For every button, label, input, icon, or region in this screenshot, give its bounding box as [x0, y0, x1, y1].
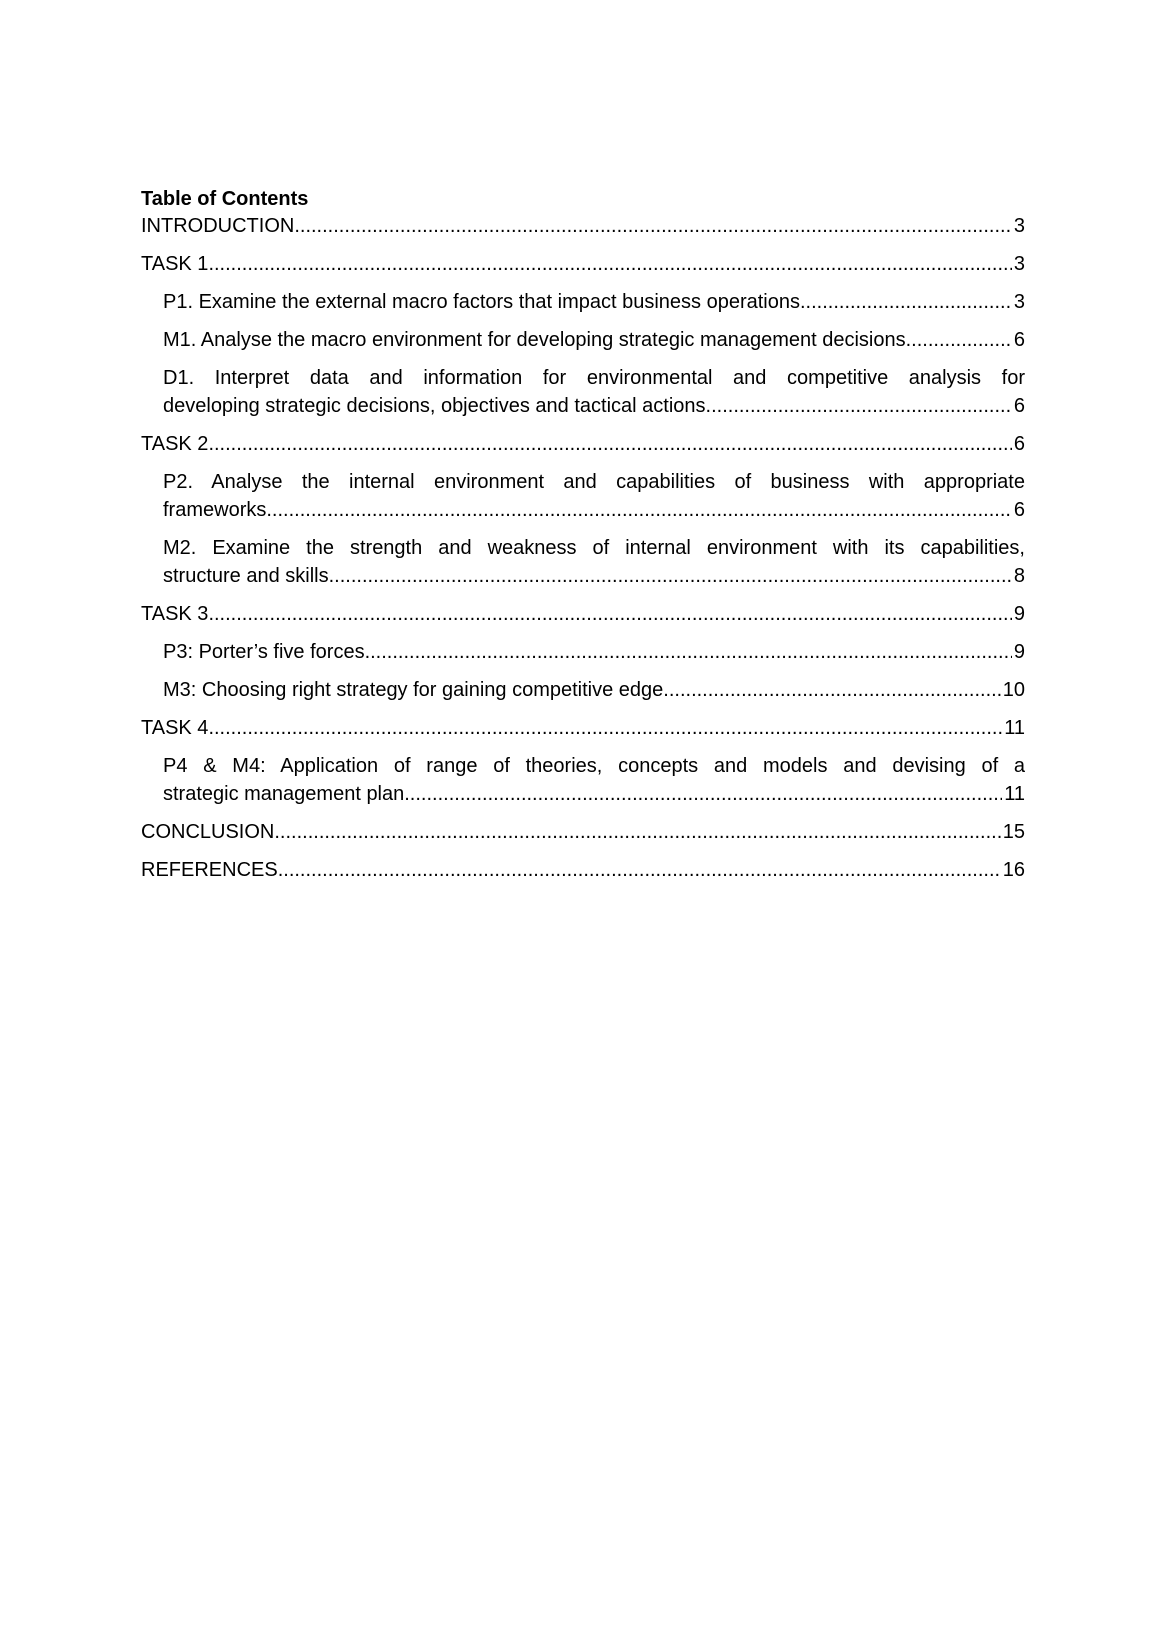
- toc-entry-label: structure and skills: [163, 565, 329, 587]
- toc-entry-line: [163, 392, 1025, 420]
- toc-entry-label: P3: Porter’s five forces: [163, 641, 365, 663]
- toc-entry-line: [163, 780, 1025, 808]
- dot-leader: [208, 430, 1011, 458]
- dot-leader: [278, 856, 1001, 884]
- toc-entry-page-number: 8: [1013, 565, 1025, 587]
- toc-entry-page-number: 6: [1013, 395, 1025, 417]
- toc-entry-line: [141, 714, 1025, 742]
- dot-leader: [208, 714, 1002, 742]
- dot-leader: [208, 600, 1011, 628]
- toc-entry-page-number: 15: [1002, 821, 1025, 843]
- toc-entry-line: [141, 212, 1025, 240]
- toc-entry-label: M1. Analyse the macro environment for developing strategic management decisions: [163, 329, 906, 351]
- toc-entry-line: [163, 562, 1025, 590]
- dot-leader: [329, 562, 1012, 590]
- toc-entry[interactable]: [141, 676, 1025, 704]
- dot-leader: [404, 780, 1002, 808]
- toc-entry-line: [141, 818, 1025, 846]
- dot-leader: [906, 326, 1012, 354]
- toc-entry-label-line1: M2. Examine the strength and weakness of internal environment with its capabilities,: [163, 537, 1025, 559]
- toc-entry-label: M3: Choosing right strategy for gaining competitive edge: [163, 679, 664, 701]
- dot-leader: [663, 676, 1000, 704]
- toc-title: Table of Contents: [141, 188, 309, 210]
- toc-entry-label: REFERENCES: [141, 859, 278, 881]
- toc-entry-page-number: 9: [1013, 603, 1025, 625]
- toc-entry-line: [141, 600, 1025, 628]
- toc-entry-label: frameworks: [163, 499, 267, 521]
- toc-entry[interactable]: [141, 534, 1025, 590]
- toc-entry[interactable]: [141, 714, 1025, 742]
- toc-entry-page-number: 16: [1002, 859, 1025, 881]
- toc-entry[interactable]: [141, 430, 1025, 458]
- toc-entry-line: [141, 430, 1025, 458]
- dot-leader: [266, 496, 1012, 524]
- toc-entry-line: [163, 326, 1025, 354]
- toc-entry-page-number: 10: [1002, 679, 1025, 701]
- toc-entry-line: [163, 496, 1025, 524]
- toc-entry-line: [163, 638, 1025, 666]
- toc-entry-label-line1: P4 & M4: Application of range of theories, concepts and models and devising of a: [163, 755, 1025, 777]
- dot-leader: [365, 638, 1012, 666]
- dot-leader: [274, 818, 1000, 846]
- toc-entry[interactable]: [141, 212, 1025, 240]
- toc-entry-label-line1: D1. Interpret data and information for environmental and competitive analysis for: [163, 367, 1025, 389]
- toc-list: [141, 212, 1025, 884]
- toc-entry-label: TASK 3: [141, 603, 209, 625]
- toc-entry-page-number: 3: [1013, 215, 1025, 237]
- toc-entry[interactable]: [141, 818, 1025, 846]
- toc-entry-page-number: 3: [1013, 253, 1025, 275]
- toc-entry-page-number: 9: [1013, 641, 1025, 663]
- toc-entry-label: P1. Examine the external macro factors that impact business operations: [163, 291, 800, 313]
- dot-leader: [208, 250, 1011, 278]
- toc-entry[interactable]: [141, 468, 1025, 524]
- dot-leader: [800, 288, 1012, 316]
- toc-entry-page-number: 11: [1004, 717, 1025, 739]
- toc-entry-line: [163, 288, 1025, 316]
- toc-entry[interactable]: [141, 364, 1025, 420]
- toc-entry-line: [141, 856, 1025, 884]
- toc-entry[interactable]: [141, 638, 1025, 666]
- toc-entry[interactable]: [141, 600, 1025, 628]
- dot-leader: [294, 212, 1012, 240]
- toc-entry[interactable]: [141, 856, 1025, 884]
- toc-entry-label-line1: P2. Analyse the internal environment and capabilities of business with appropriate: [163, 471, 1025, 493]
- toc-entry[interactable]: [141, 752, 1025, 808]
- toc-entry-label: developing strategic decisions, objectives and tactical actions: [163, 395, 706, 417]
- toc-entry-label: TASK 1: [141, 253, 209, 275]
- toc-entry-page-number: 6: [1013, 329, 1025, 351]
- toc-entry-label: TASK 2: [141, 433, 209, 455]
- toc-entry-page-number: 6: [1013, 499, 1025, 521]
- document-page: [141, 186, 1025, 894]
- toc-entry-page-number: 6: [1013, 433, 1025, 455]
- toc-entry[interactable]: [141, 250, 1025, 278]
- toc-entry-line: [163, 676, 1025, 704]
- toc-entry[interactable]: [141, 288, 1025, 316]
- toc-entry-page-number: 11: [1004, 783, 1025, 805]
- toc-entry[interactable]: [141, 326, 1025, 354]
- toc-entry-label: INTRODUCTION: [141, 215, 295, 237]
- toc-entry-line: [141, 250, 1025, 278]
- toc-entry-label: CONCLUSION: [141, 821, 275, 843]
- toc-entry-label: strategic management plan: [163, 783, 405, 805]
- dot-leader: [706, 392, 1012, 420]
- toc-entry-label: TASK 4: [141, 717, 209, 739]
- toc-entry-page-number: 3: [1013, 291, 1025, 313]
